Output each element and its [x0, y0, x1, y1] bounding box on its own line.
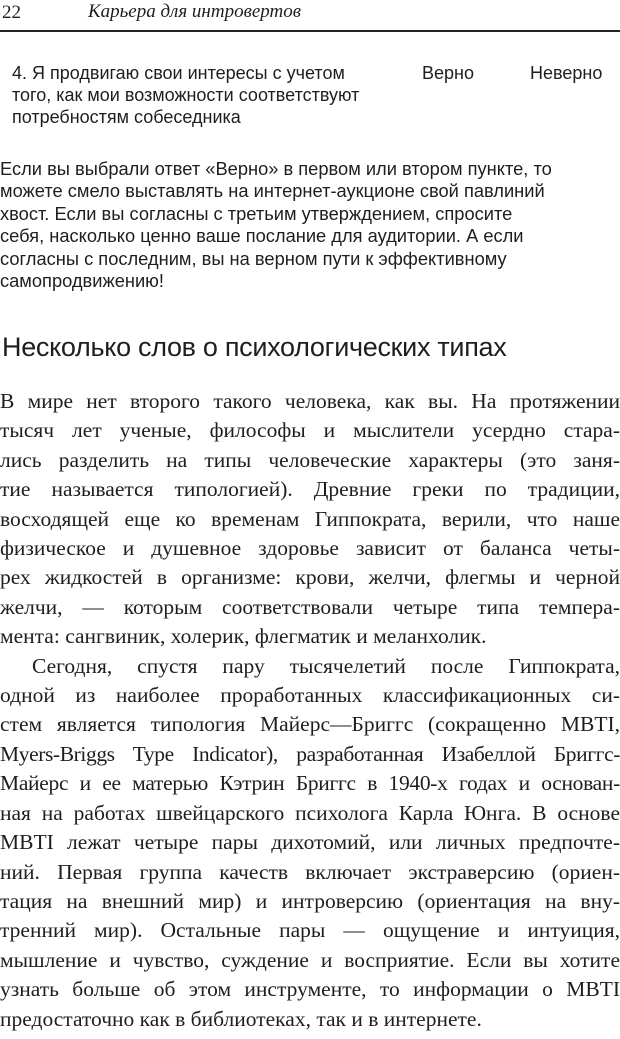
- conclusion-paragraph: [0, 158, 620, 292]
- text-line: лись разделить на типы человеческие характеры (это заня-: [0, 447, 620, 472]
- text-line: одной из наиболее проработанных классификационных си-: [0, 683, 620, 708]
- text-line: восходящей еще ко временам Гиппократа, верили, что наше: [0, 506, 620, 531]
- text-line: MBTI лежат четыре пары дихотомий, или личных предпочте-: [0, 830, 620, 855]
- text-line: желчи, — которым соответствовали четыре типа темпера-: [0, 594, 620, 619]
- text-line: Если вы выбрали ответ «Верно» в первом или втором пункте, то: [0, 158, 552, 179]
- text-line: ний. Первая группа качеств включает экстраверсию (ориен-: [0, 859, 620, 884]
- body-text: [0, 387, 620, 1034]
- page-number: 22: [2, 2, 21, 23]
- text-line: ная на работах швейцарского психолога Карла Юнга. В основе: [0, 800, 620, 825]
- quiz-item-statement: [12, 62, 412, 128]
- text-line: себя, насколько ценно ваше послание для аудитории. А если: [0, 225, 524, 247]
- text-line: тысяч лет ученые, философы и мыслители усердно стара-: [0, 418, 620, 443]
- text-line: тие называется типологией). Древние греки по традиции,: [0, 477, 620, 502]
- text-line: Майерс и ее матерью Кэтрин Бриггс в 1940-х годах и основан-: [0, 771, 620, 796]
- text-line: узнать больше об этом инструменте, то информации о MBTI: [0, 977, 620, 1002]
- text-line: можете смело выставлять на интернет-аукционе свой павлиний: [0, 180, 545, 202]
- text-line: Myers-Briggs Type Indicator), разработанная Изабеллой Бриггс-: [0, 741, 620, 766]
- option-true: Верно: [422, 63, 474, 83]
- text-line: предостаточно как в библиотеках, так и в интернете.: [0, 1006, 482, 1031]
- text-line: тренний мир). Остальные пары — ощущение и интуиция,: [0, 918, 620, 943]
- text-line: физическое и душевное здоровье зависит от баланса четы-: [0, 536, 620, 561]
- text-line: мышление и чувство, суждение и восприятие. Если вы хотите: [0, 947, 620, 972]
- running-title: Карьера для интровертов: [88, 1, 301, 22]
- text-line: согласны с последним, вы на верном пути к эффективному: [0, 247, 507, 269]
- text-line: тация на внешний мир) и интроверсию (ориентация на вну-: [0, 888, 620, 913]
- quiz-line: 4. Я продвигаю свои интересы с учетом: [12, 63, 345, 83]
- text-line: В мире нет второго такого человека, как вы. На протяжении: [0, 389, 620, 413]
- section-heading: Несколько слов о психологических типах: [2, 332, 507, 362]
- quiz-line: потребностям собеседника: [12, 107, 241, 127]
- text-line: самопродвижению!: [0, 270, 164, 292]
- header-rule: [0, 30, 620, 32]
- text-line: Сегодня, спустя пару тысячелетий после Гиппократа,: [32, 653, 620, 678]
- text-line: хвост. Если вы согласны с третьим утверждением, спросите: [0, 202, 513, 224]
- text-line: мента: сангвиник, холерик, флегматик и меланхолик.: [0, 624, 487, 649]
- text-line: стем является типология Майерс—Бриггс (сокращенно MBTI,: [0, 712, 620, 737]
- text-line: рех жидкостей в организме: крови, желчи, флегмы и черной: [0, 565, 620, 590]
- quiz-line: того, как мои возможности соответствуют: [12, 85, 360, 105]
- option-false: Неверно: [530, 63, 603, 83]
